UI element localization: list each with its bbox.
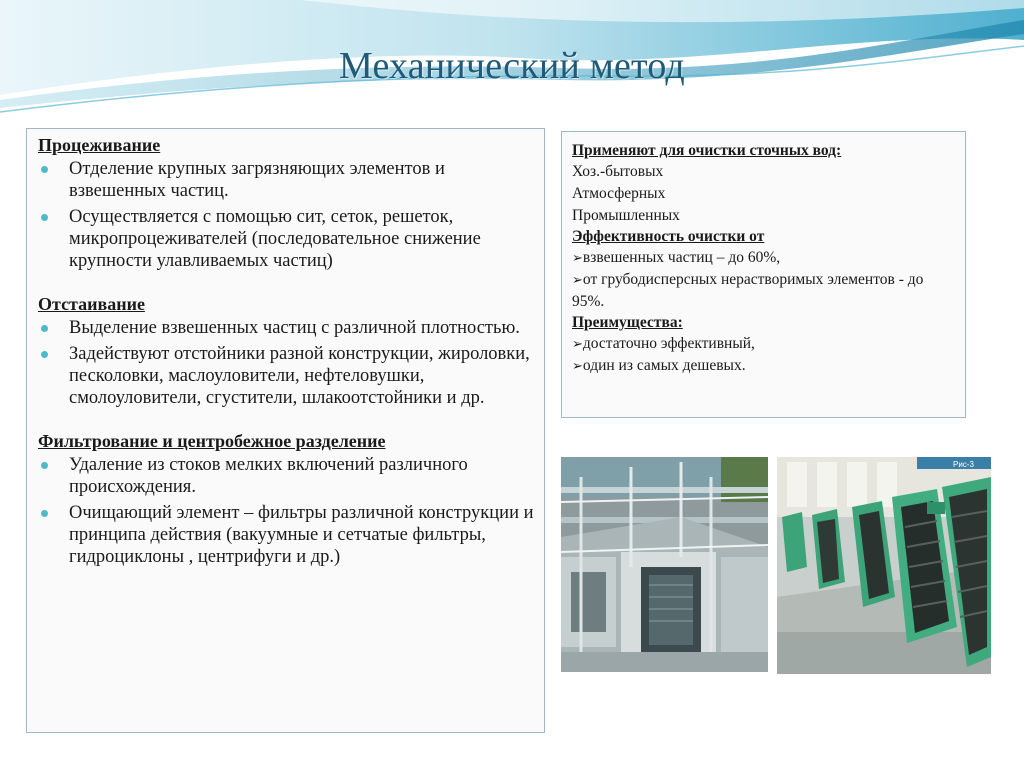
bullet-list (38, 158, 534, 272)
section-heading: Фильтрование и центробежное разделение (38, 431, 386, 451)
bullet-text: Удаление из стоков мелких включений различного происхождения. (69, 455, 468, 497)
advantage-item (572, 333, 955, 355)
list-item (38, 502, 534, 568)
dot-bullet-icon (41, 166, 48, 173)
bullet-text: Очищающий элемент – фильтры различной конструкции и принципа действия (вакуумные и сетчатые фильтры, гидроциклоны , центрифуги и др.) (69, 503, 534, 567)
bullet-text: Выделение взвешенных частиц с различной плотностью. (69, 318, 520, 338)
photo-sign-text: Рис-3 (953, 460, 974, 469)
section-settling (38, 294, 534, 409)
left-content-panel (26, 128, 545, 733)
bar-screen-photo (777, 457, 991, 674)
usage-heading: Применяют для очистки сточных вод: (572, 142, 842, 159)
usage-item: Промышленных (572, 207, 680, 224)
efficiency-item (572, 247, 955, 269)
list-item (38, 343, 534, 409)
efficiency-text: от грубодисперсных нерастворимых элементов - до 95%. (572, 271, 924, 310)
dot-bullet-icon (41, 325, 48, 332)
advantage-item (572, 355, 955, 377)
right-summary-panel (561, 131, 966, 418)
list-item (38, 317, 534, 339)
section-heading: Процеживание (38, 135, 161, 155)
dot-bullet-icon (41, 462, 48, 469)
bullet-text: Отделение крупных загрязняющих элементов и взвешенных частиц. (69, 159, 445, 201)
efficiency-heading: Эффективность очистки от (572, 228, 765, 245)
slide-title: Механический метод (339, 45, 685, 87)
section-filtration (38, 431, 534, 568)
arrow-check-icon: ➢ (572, 358, 583, 373)
dot-bullet-icon (41, 351, 48, 358)
arrow-check-icon: ➢ (572, 336, 583, 351)
list-item (38, 158, 534, 202)
usage-item: Хоз.-бытовых (572, 163, 664, 180)
section-heading: Отстаивание (38, 294, 145, 314)
bullet-text: Задействуют отстойники разной конструкции, жироловки, песколовки, маслоуловители, нефтеловушки, смолоуловители, сгустители, шлакоотстойники и др. (69, 344, 530, 408)
list-item (38, 206, 534, 272)
bullet-text: Осуществляется с помощью сит, сеток, решеток, микропроцеживателей (последовательное снижение крупности улавливаемых частиц) (69, 207, 481, 271)
arrow-check-icon: ➢ (572, 250, 583, 265)
usage-item: Атмосферных (572, 185, 666, 202)
settling-tank-photo (561, 457, 768, 672)
bullet-list (38, 454, 534, 568)
section-straining (38, 135, 534, 272)
dot-bullet-icon (41, 214, 48, 221)
list-item (38, 454, 534, 498)
efficiency-text: взвешенных частиц – до 60%, (582, 249, 781, 266)
advantages-heading: Преимущества: (572, 314, 683, 331)
dot-bullet-icon (41, 510, 48, 517)
efficiency-item (572, 269, 955, 313)
advantage-text: достаточно эффективный, (582, 335, 755, 352)
bullet-list (38, 317, 534, 409)
arrow-check-icon: ➢ (572, 272, 583, 287)
advantage-text: один из самых дешевых. (582, 357, 746, 374)
